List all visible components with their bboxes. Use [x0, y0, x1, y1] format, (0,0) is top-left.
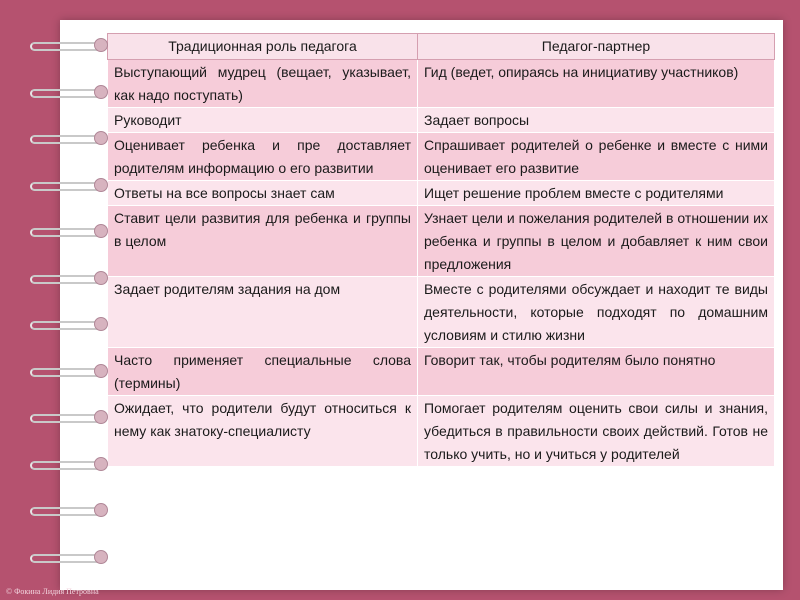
- traditional-cell: Руководит: [108, 108, 418, 133]
- spiral-wire: [30, 461, 102, 470]
- spiral-ring: [30, 554, 104, 564]
- table-row: [108, 206, 775, 277]
- header-traditional-role: Традиционная роль педагога: [108, 34, 418, 60]
- traditional-cell: Оценивает ребенка и пре доставляет родителям информацию о его развитии: [108, 133, 418, 181]
- partner-cell: Вместе с родителями обсуждает и находит те виды деятельности, которые подходят по домашним условиям и стилю жизни: [418, 277, 775, 348]
- spiral-wire: [30, 275, 102, 284]
- spiral-hole: [94, 457, 108, 471]
- spiral-wire: [30, 507, 102, 516]
- spiral-hole: [94, 503, 108, 517]
- table-row: [108, 133, 775, 181]
- traditional-cell: Часто применяет специальные слова (термины): [108, 348, 418, 396]
- spiral-hole: [94, 85, 108, 99]
- spiral-wire: [30, 414, 102, 423]
- spiral-ring: [30, 135, 104, 145]
- spiral-hole: [94, 364, 108, 378]
- spiral-wire: [30, 228, 102, 237]
- spiral-wire: [30, 182, 102, 191]
- spiral-wire: [30, 321, 102, 330]
- spiral-ring: [30, 228, 104, 238]
- traditional-cell: Ожидает, что родители будут относиться к нему как знатоку-специалисту: [108, 396, 418, 467]
- spiral-ring: [30, 368, 104, 378]
- partner-cell: Задает вопросы: [418, 108, 775, 133]
- partner-cell: Ищет решение проблем вместе с родителями: [418, 181, 775, 206]
- spiral-wire: [30, 42, 102, 51]
- spiral-wire: [30, 135, 102, 144]
- table-row: [108, 396, 775, 467]
- spiral-wire: [30, 89, 102, 98]
- spiral-wire: [30, 554, 102, 563]
- spiral-ring: [30, 89, 104, 99]
- partner-cell: Говорит так, чтобы родителям было понятно: [418, 348, 775, 396]
- spiral-hole: [94, 271, 108, 285]
- spiral-hole: [94, 317, 108, 331]
- spiral-ring: [30, 42, 104, 52]
- spiral-wire: [30, 368, 102, 377]
- spiral-ring: [30, 275, 104, 285]
- traditional-cell: Ответы на все вопросы знает сам: [108, 181, 418, 206]
- header-partner-role: Педагог-партнер: [418, 34, 775, 60]
- spiral-ring: [30, 182, 104, 192]
- table-row: [108, 277, 775, 348]
- spiral-hole: [94, 410, 108, 424]
- spiral-hole: [94, 38, 108, 52]
- partner-cell: Спрашивает родителей о ребенке и вместе с ними оценивает его развитие: [418, 133, 775, 181]
- partner-cell: Узнает цели и пожелания родителей в отношении их ребенка и группы в целом и добавляет к ним свои предложения: [418, 206, 775, 277]
- spiral-ring: [30, 507, 104, 517]
- traditional-cell: Выступающий мудрец (вещает, указывает, как надо поступать): [108, 60, 418, 108]
- roles-comparison-table: [107, 33, 775, 467]
- table-row: [108, 181, 775, 206]
- author-credit: © Фокина Лидия Петровна: [6, 587, 99, 596]
- table-row: [108, 348, 775, 396]
- table-header-row: [108, 34, 775, 60]
- spiral-hole: [94, 550, 108, 564]
- table-row: [108, 108, 775, 133]
- traditional-cell: Ставит цели развития для ребенка и группы в целом: [108, 206, 418, 277]
- partner-cell: Гид (ведет, опираясь на инициативу участников): [418, 60, 775, 108]
- spiral-hole: [94, 178, 108, 192]
- spiral-hole: [94, 131, 108, 145]
- spiral-hole: [94, 224, 108, 238]
- spiral-ring: [30, 461, 104, 471]
- traditional-cell: Задает родителям задания на дом: [108, 277, 418, 348]
- spiral-ring: [30, 414, 104, 424]
- spiral-ring: [30, 321, 104, 331]
- table-row: [108, 60, 775, 108]
- partner-cell: Помогает родителям оценить свои силы и знания, убедиться в правильности своих действий. Готов не только учить, но и учиться у родителей: [418, 396, 775, 467]
